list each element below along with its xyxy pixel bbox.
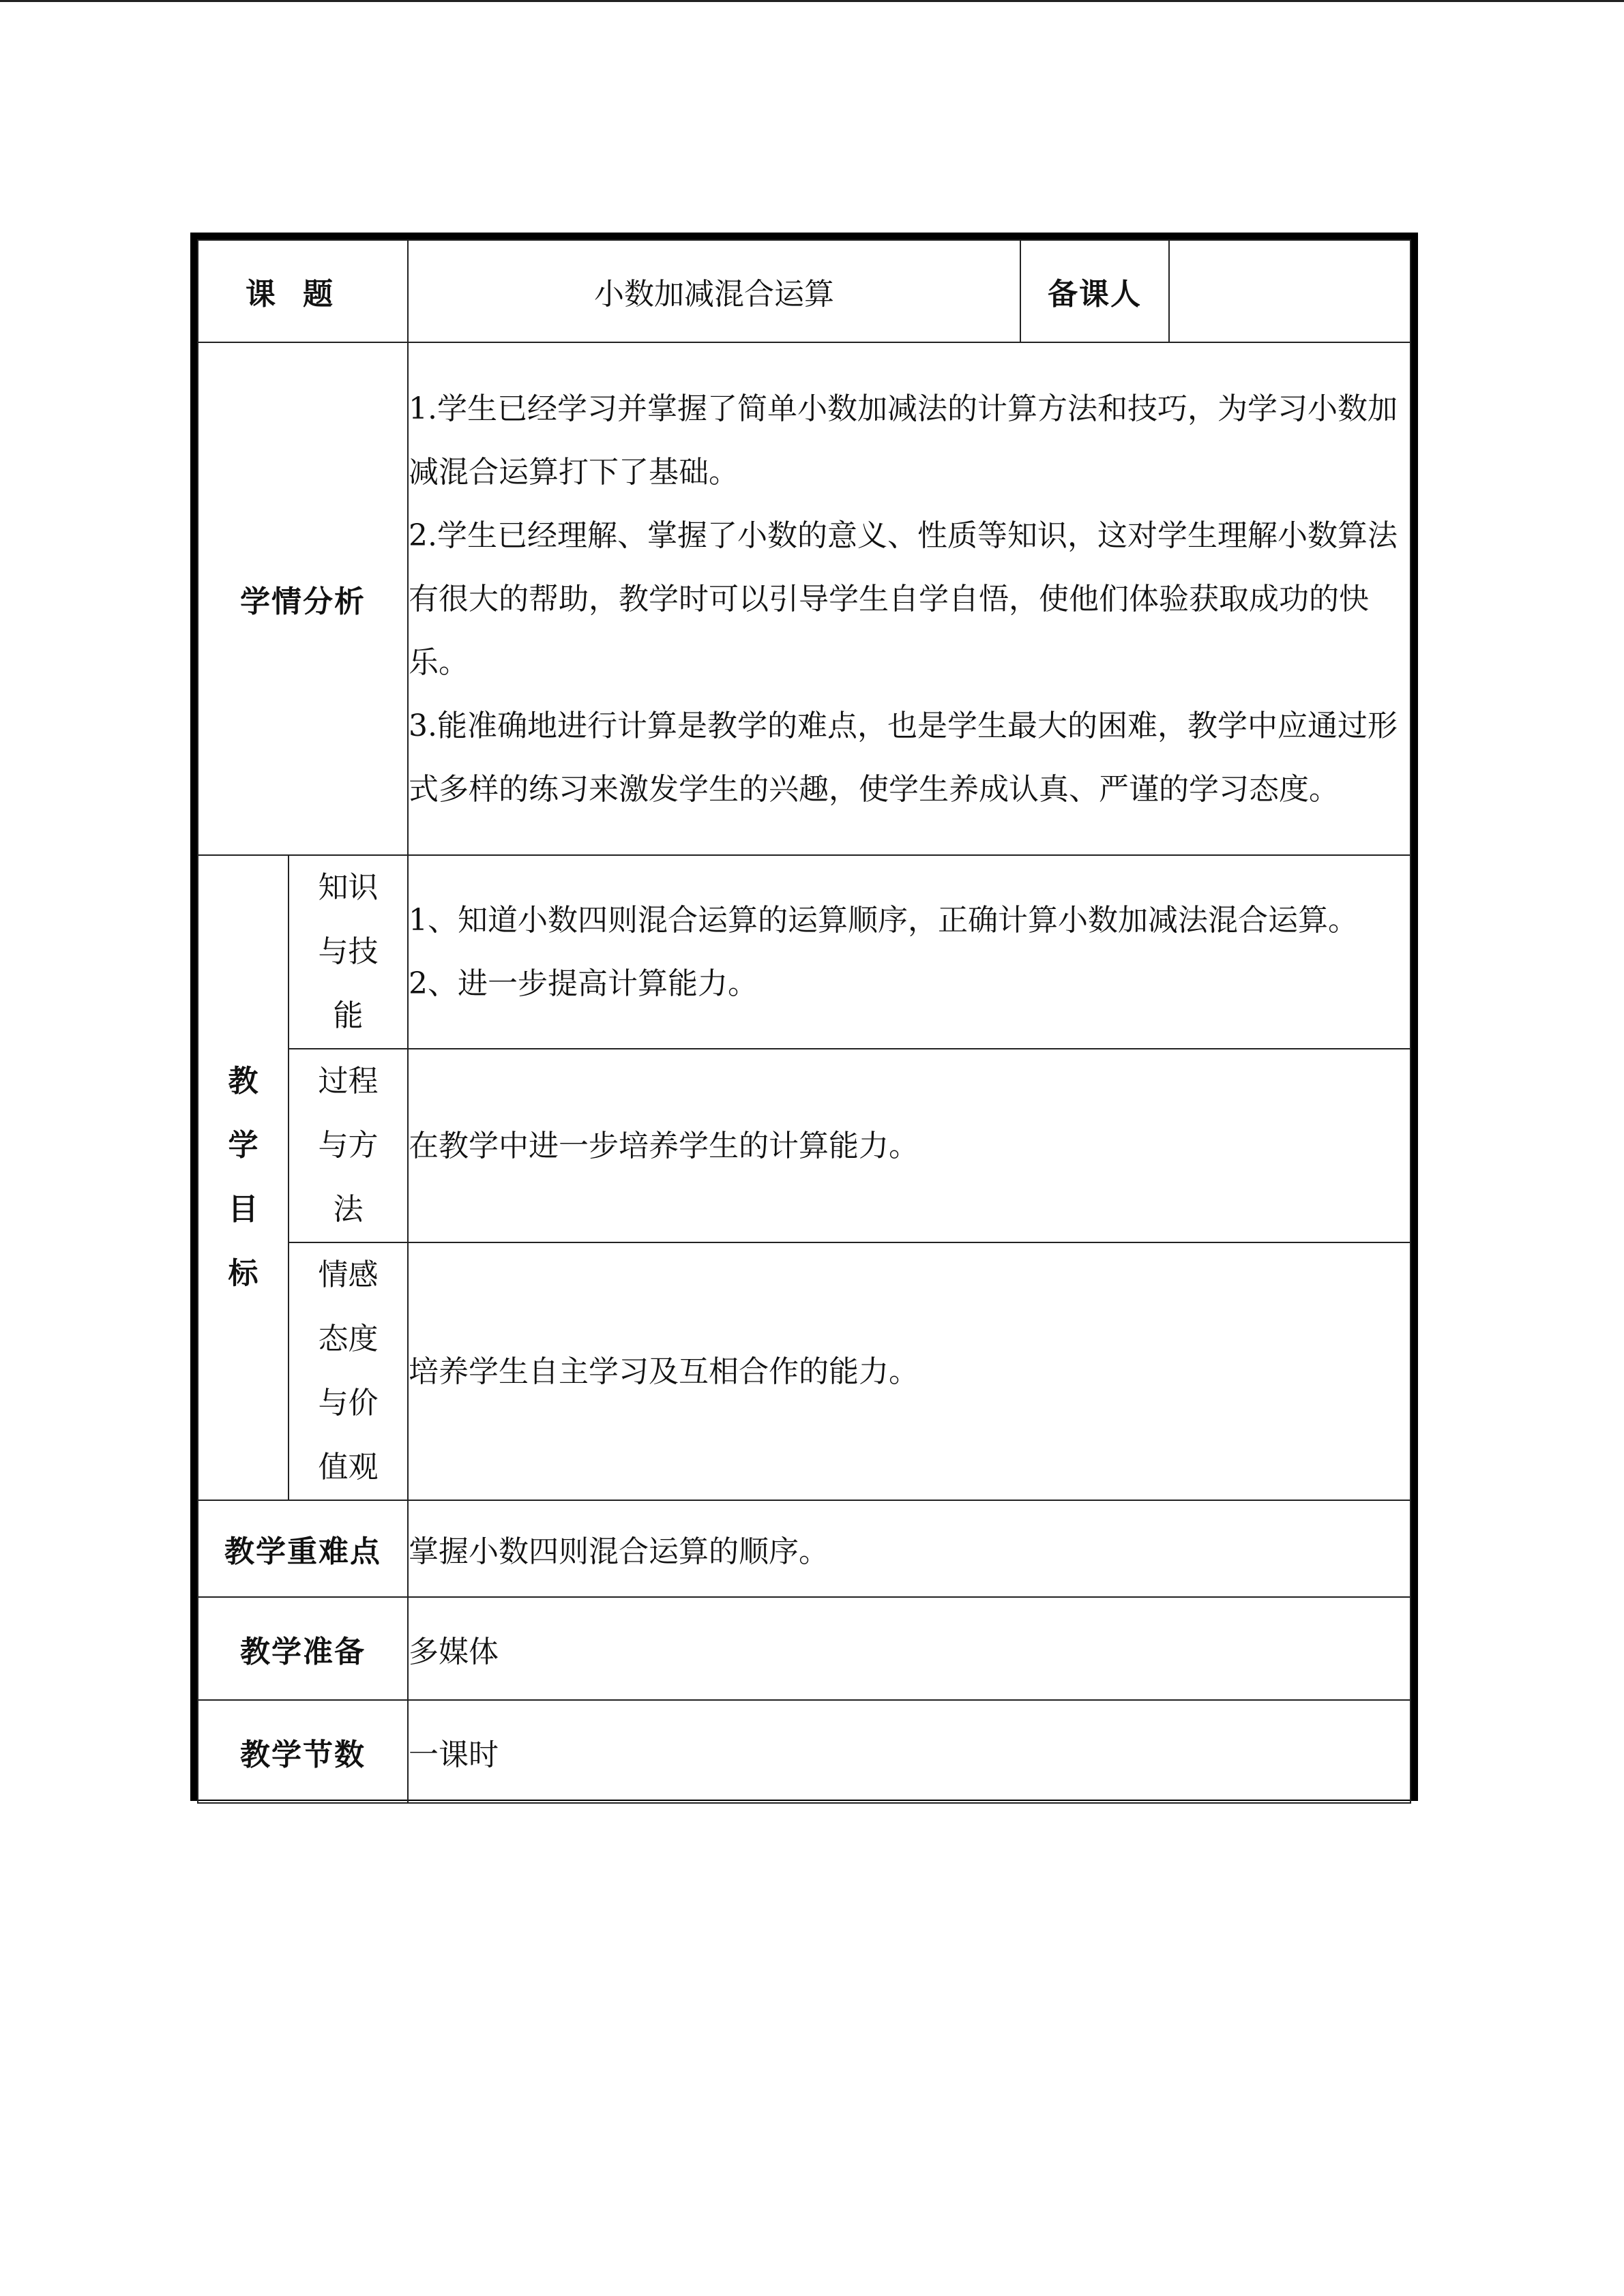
knowledge-skills-label-line: 与技 bbox=[318, 934, 379, 969]
emotion-values-label bbox=[289, 1242, 408, 1500]
lesson-plan-table-frame bbox=[190, 233, 1418, 1801]
teaching-goals-label-char: 目 bbox=[228, 1192, 259, 1227]
process-method-label bbox=[289, 1049, 408, 1242]
student-analysis-content bbox=[408, 342, 1411, 855]
process-method-content: 在教学中进一步培养学生的计算能力。 bbox=[408, 1049, 1411, 1242]
emotion-values-label-line: 情感 bbox=[318, 1257, 379, 1292]
student-analysis-row bbox=[198, 342, 1411, 855]
emotion-values-label-line: 与价 bbox=[318, 1386, 379, 1420]
teaching-goals-label-char: 教 bbox=[228, 1064, 259, 1099]
topic-label: 课题 bbox=[198, 240, 408, 342]
periods-row bbox=[198, 1700, 1411, 1803]
page-top-border bbox=[0, 0, 1624, 2]
preparation-row bbox=[198, 1597, 1411, 1700]
process-method-label-line: 过程 bbox=[318, 1064, 379, 1099]
teaching-goals-label-char: 标 bbox=[228, 1256, 259, 1291]
key-points-content: 掌握小数四则混合运算的顺序。 bbox=[408, 1500, 1411, 1597]
student-analysis-label: 学情分析 bbox=[198, 342, 408, 855]
preparer-label: 备课人 bbox=[1020, 240, 1169, 342]
header-row bbox=[198, 240, 1411, 342]
preparation-label: 教学准备 bbox=[198, 1597, 408, 1700]
knowledge-skills-row bbox=[198, 855, 1411, 1049]
teaching-goals-label-char: 学 bbox=[228, 1128, 259, 1163]
topic-value: 小数加减混合运算 bbox=[408, 240, 1020, 342]
knowledge-skills-line: 1、知道小数四则混合运算的运算顺序，正确计算小数加减法混合运算。 bbox=[409, 903, 1358, 938]
key-points-row bbox=[198, 1500, 1411, 1597]
knowledge-skills-content bbox=[408, 855, 1411, 1049]
student-analysis-paragraph: 3.能准确地进行计算是教学的难点，也是学生最大的困难，教学中应通过形式多样的练习来激发学生的兴趣，使学生养成认真、严谨的学习态度。 bbox=[409, 708, 1398, 807]
knowledge-skills-label bbox=[289, 855, 408, 1049]
lesson-plan-table bbox=[197, 239, 1411, 1804]
process-method-row bbox=[198, 1049, 1411, 1242]
emotion-values-label-line: 值观 bbox=[318, 1450, 379, 1485]
teaching-goals-label bbox=[198, 855, 289, 1500]
emotion-values-row bbox=[198, 1242, 1411, 1500]
process-method-label-line: 法 bbox=[333, 1192, 364, 1227]
emotion-values-label-line: 态度 bbox=[318, 1322, 379, 1356]
knowledge-skills-label-line: 能 bbox=[333, 998, 364, 1033]
knowledge-skills-label-line: 知识 bbox=[318, 870, 379, 905]
emotion-values-content: 培养学生自主学习及互相合作的能力。 bbox=[408, 1242, 1411, 1500]
preparation-content: 多媒体 bbox=[408, 1597, 1411, 1700]
periods-content: 一课时 bbox=[408, 1700, 1411, 1803]
process-method-label-line: 与方 bbox=[318, 1128, 379, 1163]
periods-label: 教学节数 bbox=[198, 1700, 408, 1803]
key-points-label: 教学重难点 bbox=[198, 1500, 408, 1597]
knowledge-skills-line: 2、进一步提高计算能力。 bbox=[409, 966, 758, 1001]
student-analysis-paragraph: 2.学生已经理解、掌握了小数的意义、性质等知识，这对学生理解小数算法有很大的帮助，教学时可以引导学生自学自悟，使他们体验获取成功的快乐。 bbox=[409, 518, 1398, 680]
student-analysis-paragraph: 1.学生已经学习并掌握了简单小数加减法的计算方法和技巧，为学习小数加减混合运算打下了基础。 bbox=[409, 391, 1398, 490]
preparer-value bbox=[1169, 240, 1411, 342]
